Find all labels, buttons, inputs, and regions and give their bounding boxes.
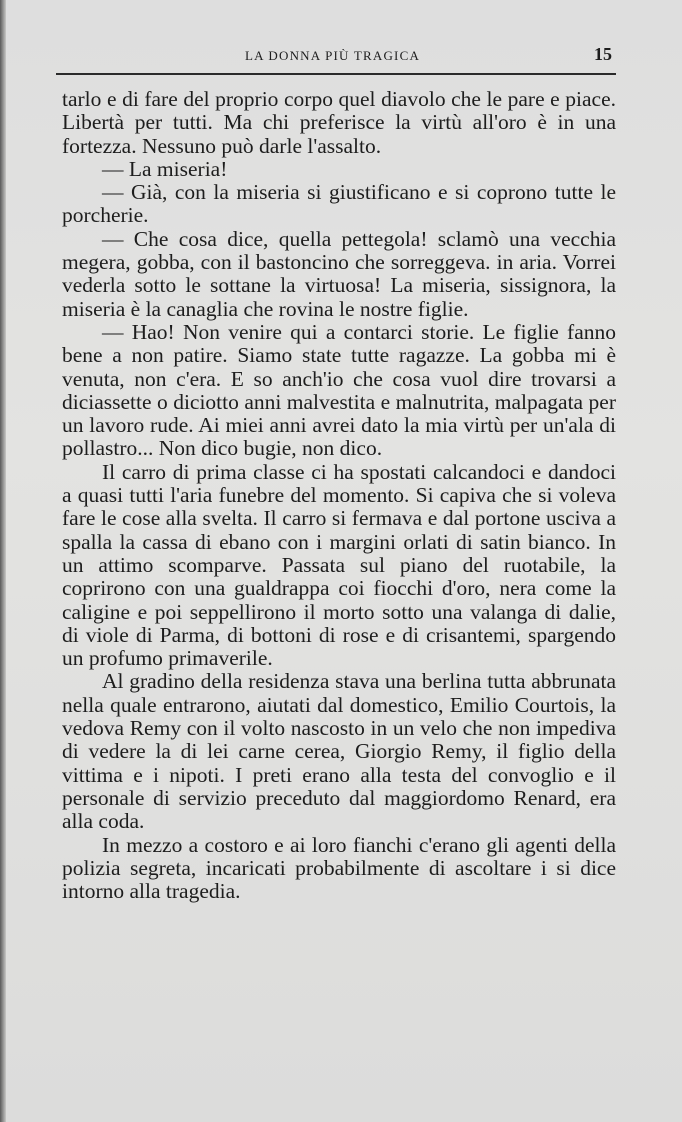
body-text [62,88,616,903]
page-binding-edge [0,0,6,1122]
paragraph-3: — Già, con la miseria si giustificano e si coprono tutte le porcherie. [62,180,616,228]
paragraph-4: — Che cosa dice, quella pettegola! sclamò una vecchia megera, gobba, con il bastoncino che sorreggeva. in aria. Vorrei vederla sotto le sottane la virtuosa! La miseria, sissignora, la miseria è la canaglia che rovina le nostre figlie. [62,226,616,321]
header-rule [56,73,616,75]
page-number: 15 [594,44,612,64]
paragraph-2: — La miseria! [102,156,228,181]
paragraph-5: — Hao! Non venire qui a contarci storie. Le figlie fanno bene a non patire. Siamo state tutte ragazze. La gobba mi è venuta, non c'era. E so anch'io che cosa vuol dire trovarsi a diciassette o diciotto anni malvestita e malnutrita, malpagata per un lavoro rude. Ai miei anni avrei dato la mia virtù per un'ala di pollastro... Non dico bugie, non dico. [62,319,616,461]
page-header [60,44,620,68]
paragraph-1: tarlo e di fare del proprio corpo quel diavolo che le pare e piace. Libertà per tutti. Ma chi preferisce la virtù all'oro è in una fortezza. Nessuno può darle l'assalto. [62,87,616,158]
paragraph-8: In mezzo a costoro e ai loro fianchi c'erano gli agenti della polizia segreta, incaricati probabilmente di ascoltare i si dice intorno alla tragedia. [62,832,616,904]
paragraph-7: Al gradino della residenza stava una berlina tutta abbrunata nella quale entrarono, aiutati dal domestico, Emilio Courtois, la vedova Remy con il volto nascosto in un velo che non impediva di vedere la di lei carne cerea, Giorgio Remy, il figlio della vittima e i nipoti. I preti erano alla testa del convoglio e il personale di servizio preceduto dal maggiordomo Renard, era alla coda. [62,669,616,834]
running-title: LA DONNA PIÙ TRAGICA [244,48,421,63]
paragraph-6: Il carro di prima classe ci ha spostati calcandoci e dandoci a quasi tutti l'aria funebre del momento. Si capiva che si voleva fare le cose alla svelta. Il carro si fermava e dal portone usciva a spalla la cassa di ebano con i margini orlati di satin bianco. In un attimo scomparve. Passata sul piano del ruotabile, la coprirono con una gualdrappa coi fiocchi d'oro, nera come la caligine e poi seppellirono il morto sotto una valanga di dalie, di viole di Parma, di bottoni di rose e di crisantemi, spargendo un profumo primaverile. [62,459,616,671]
